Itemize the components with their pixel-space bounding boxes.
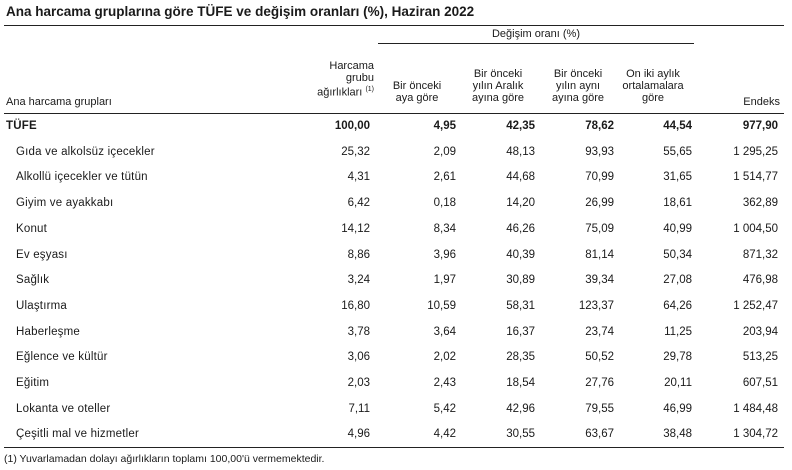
cell-avg12: 50,34 (663, 249, 692, 261)
cell-ytd: 42,35 (506, 120, 535, 132)
cell-annual: 27,76 (585, 377, 614, 389)
row-label: Konut (16, 223, 48, 235)
cell-avg12: 44,54 (663, 120, 692, 132)
row-label: Eğitim (16, 377, 50, 389)
cell-monthly: 0,18 (433, 197, 456, 209)
cell-weight: 14,12 (341, 223, 370, 235)
cell-avg12: 38,48 (663, 428, 692, 440)
cell-monthly: 2,02 (433, 351, 456, 363)
cell-annual: 39,34 (585, 274, 614, 286)
cell-avg12: 46,99 (663, 403, 692, 415)
cell-monthly: 10,59 (427, 300, 456, 312)
cell-monthly: 3,96 (433, 249, 456, 261)
cell-monthly: 5,42 (433, 403, 456, 415)
cell-index: 871,32 (742, 249, 778, 261)
cell-annual: 93,93 (585, 146, 614, 158)
cell-ytd: 14,20 (506, 197, 535, 209)
header-category: Ana harcama grupları (6, 96, 112, 108)
cell-index: 513,25 (742, 351, 778, 363)
cell-ytd: 18,54 (506, 377, 535, 389)
row-label: Çeşitli mal ve hizmetler (16, 428, 140, 440)
cell-weight: 100,00 (334, 120, 370, 132)
row-label: TÜFE (6, 120, 37, 132)
row-label: Eğlence ve kültür (16, 351, 108, 363)
row-label: Ev eşyası (16, 249, 68, 261)
cell-index: 1 304,72 (733, 428, 778, 440)
cell-weight: 4,96 (347, 428, 370, 440)
row-label: Ulaştırma (16, 300, 68, 312)
cell-annual: 79,55 (585, 403, 614, 415)
footnote: (1) Yuvarlamadan dolayı ağırlıkların toplamı 100,00'ü vermemektedir. (4, 453, 325, 465)
cell-annual: 70,99 (585, 171, 614, 183)
header-ytd: Bir önceki yılın Aralık ayına göre (472, 68, 524, 104)
cell-annual: 123,37 (578, 300, 614, 312)
cell-annual: 75,09 (585, 223, 614, 235)
row-label: Giyim ve ayakkabı (16, 197, 114, 209)
cell-ytd: 42,96 (506, 403, 535, 415)
cell-avg12: 29,78 (663, 351, 692, 363)
cell-weight: 25,32 (341, 146, 370, 158)
cell-ytd: 16,37 (506, 326, 535, 338)
cell-monthly: 4,95 (433, 120, 456, 132)
cell-ytd: 48,13 (506, 146, 535, 158)
cell-index: 1 252,47 (733, 300, 778, 312)
cell-avg12: 11,25 (664, 326, 692, 338)
cell-monthly: 1,97 (433, 274, 456, 286)
cell-avg12: 20,11 (664, 377, 692, 389)
cell-monthly: 2,43 (433, 377, 456, 389)
row-label: Gıda ve alkolsüz içecekler (16, 146, 155, 158)
row-label: Alkollü içecekler ve tütün (16, 171, 148, 183)
top-rule (4, 25, 784, 26)
header-index: Endeks (743, 96, 780, 108)
cell-weight: 3,24 (347, 274, 370, 286)
cell-monthly: 3,64 (433, 326, 456, 338)
cell-ytd: 44,68 (506, 171, 535, 183)
cell-index: 1 295,25 (733, 146, 778, 158)
cell-monthly: 2,09 (433, 146, 456, 158)
cell-avg12: 18,61 (663, 197, 692, 209)
cell-avg12: 40,99 (663, 223, 692, 235)
bottom-rule (4, 447, 784, 448)
cell-ytd: 28,35 (506, 351, 535, 363)
cell-index: 607,51 (742, 377, 778, 389)
cell-weight: 4,31 (347, 171, 370, 183)
cell-annual: 78,62 (585, 120, 614, 132)
table-title: Ana harcama gruplarına göre TÜFE ve değişim oranları (%), Haziran 2022 (6, 4, 475, 19)
row-label: Lokanta ve oteller (16, 403, 111, 415)
cell-weight: 16,80 (341, 300, 370, 312)
cell-annual: 23,74 (585, 326, 614, 338)
cell-annual: 63,67 (585, 428, 614, 440)
cell-index: 476,98 (742, 274, 778, 286)
header-monthly: Bir önceki aya göre (392, 80, 442, 104)
cell-weight: 3,06 (347, 351, 370, 363)
header-rule (4, 113, 784, 114)
cell-weight: 8,86 (347, 249, 370, 261)
cell-annual: 26,99 (585, 197, 614, 209)
cell-ytd: 58,31 (506, 300, 535, 312)
cell-index: 362,89 (742, 197, 778, 209)
cell-monthly: 8,34 (433, 223, 456, 235)
cell-index: 1 004,50 (733, 223, 778, 235)
cell-weight: 3,78 (347, 326, 370, 338)
cell-ytd: 40,39 (506, 249, 535, 261)
cell-index: 977,90 (742, 120, 778, 132)
cell-weight: 6,42 (347, 197, 370, 209)
change-rate-group-header: Değişim oranı (%) (491, 28, 581, 40)
cell-avg12: 55,65 (663, 146, 692, 158)
cell-avg12: 64,26 (663, 300, 692, 312)
cell-weight: 2,03 (347, 377, 370, 389)
cell-avg12: 27,08 (663, 274, 692, 286)
cell-index: 203,94 (742, 326, 778, 338)
cell-monthly: 2,61 (433, 171, 456, 183)
cell-monthly: 4,42 (433, 428, 456, 440)
cell-annual: 50,52 (585, 351, 614, 363)
header-annual: Bir önceki yılın aynı ayına göre (552, 68, 604, 104)
cell-ytd: 30,89 (506, 274, 535, 286)
cell-index: 1 484,48 (733, 403, 778, 415)
row-label: Haberleşme (16, 326, 80, 338)
cell-avg12: 31,65 (663, 171, 692, 183)
group-underline (378, 43, 694, 44)
header-weight: Harcama grubu ağırlıkları $^{(1)}$ (317, 60, 374, 99)
cell-ytd: 46,26 (506, 223, 535, 235)
cell-weight: 7,11 (348, 403, 370, 415)
row-label: Sağlık (16, 274, 50, 286)
cell-ytd: 30,55 (506, 428, 535, 440)
header-avg12: On iki aylık ortalamalara göre (622, 68, 684, 104)
cell-index: 1 514,77 (733, 171, 778, 183)
cell-annual: 81,14 (585, 249, 614, 261)
